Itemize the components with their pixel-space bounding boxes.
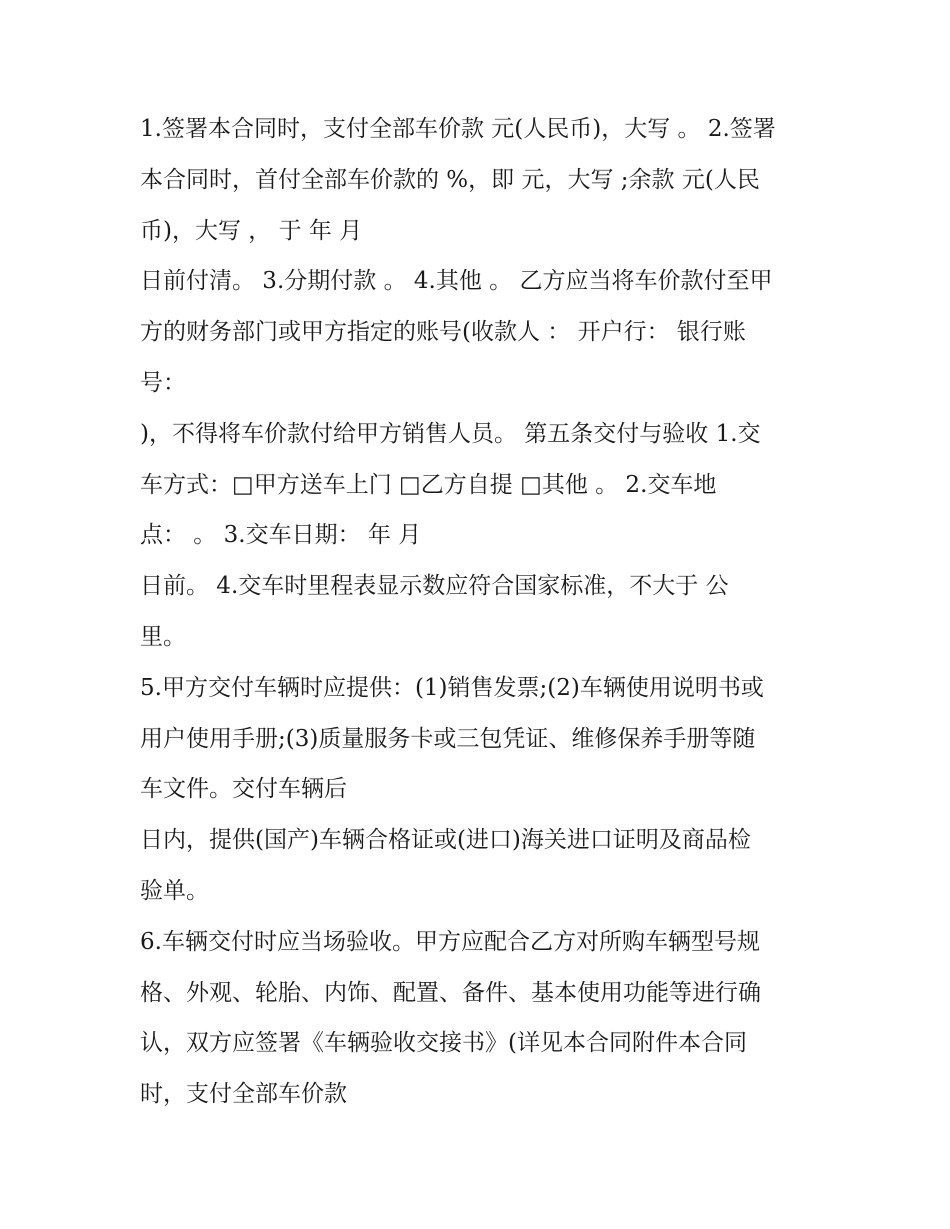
text-line: 认，双方应签署《车辆验收交接书》(详见本合同附件本合同 <box>140 1030 747 1057</box>
text-line: 日前付清。 3.分期付款 。 4.其他 。 乙方应当将车价款付至甲 <box>140 268 773 295</box>
text-line: 车文件。交付车辆后 <box>140 776 347 803</box>
text-line: 车方式：□甲方送车上门 □乙方自提 □其他 。 2.交车地 <box>140 471 717 498</box>
text-line: 验单。 <box>140 877 209 904</box>
text-line: 号： <box>140 369 186 396</box>
text-line: 日内，提供(国产)车辆合格证或(进口)海关进口证明及商品检 <box>140 827 751 854</box>
text-line: 币)，大写 ， 于 年 月 <box>140 217 363 244</box>
text-line: 时，支付全部车价款 <box>140 1081 347 1108</box>
text-line: )，不得将车价款付给甲方销售人员。 第五条交付与验收 1.交 <box>140 420 761 447</box>
text-line: 6.车辆交付时应当场验收。甲方应配合乙方对所购车辆型号规 <box>140 928 760 955</box>
contract-text <box>140 104 840 1120</box>
text-line: 方的财务部门或甲方指定的账号(收款人 ： 开户行： 银行账 <box>140 319 746 346</box>
text-line: 里。 <box>140 623 186 650</box>
text-line: 本合同时，首付全部车价款的 %，即 元，大写 ;余款 元(人民 <box>140 166 760 193</box>
text-line: 点： 。 3.交车日期： 年 月 <box>140 522 422 549</box>
text-line: 日前。 4.交车时里程表显示数应符合国家标准，不大于 公 <box>140 573 729 600</box>
text-line: 5.甲方交付车辆时应提供：(1)销售发票;(2)车辆使用说明书或 <box>140 674 764 701</box>
text-line: 格、外观、轮胎、内饰、配置、备件、基本使用功能等进行确 <box>140 979 761 1006</box>
text-line: 用户使用手册;(3)质量服务卡或三包凭证、维修保养手册等随 <box>140 725 756 752</box>
text-line: 1.签署本合同时，支付全部车价款 元(人民币)，大写 。 2.签署 <box>140 116 776 142</box>
